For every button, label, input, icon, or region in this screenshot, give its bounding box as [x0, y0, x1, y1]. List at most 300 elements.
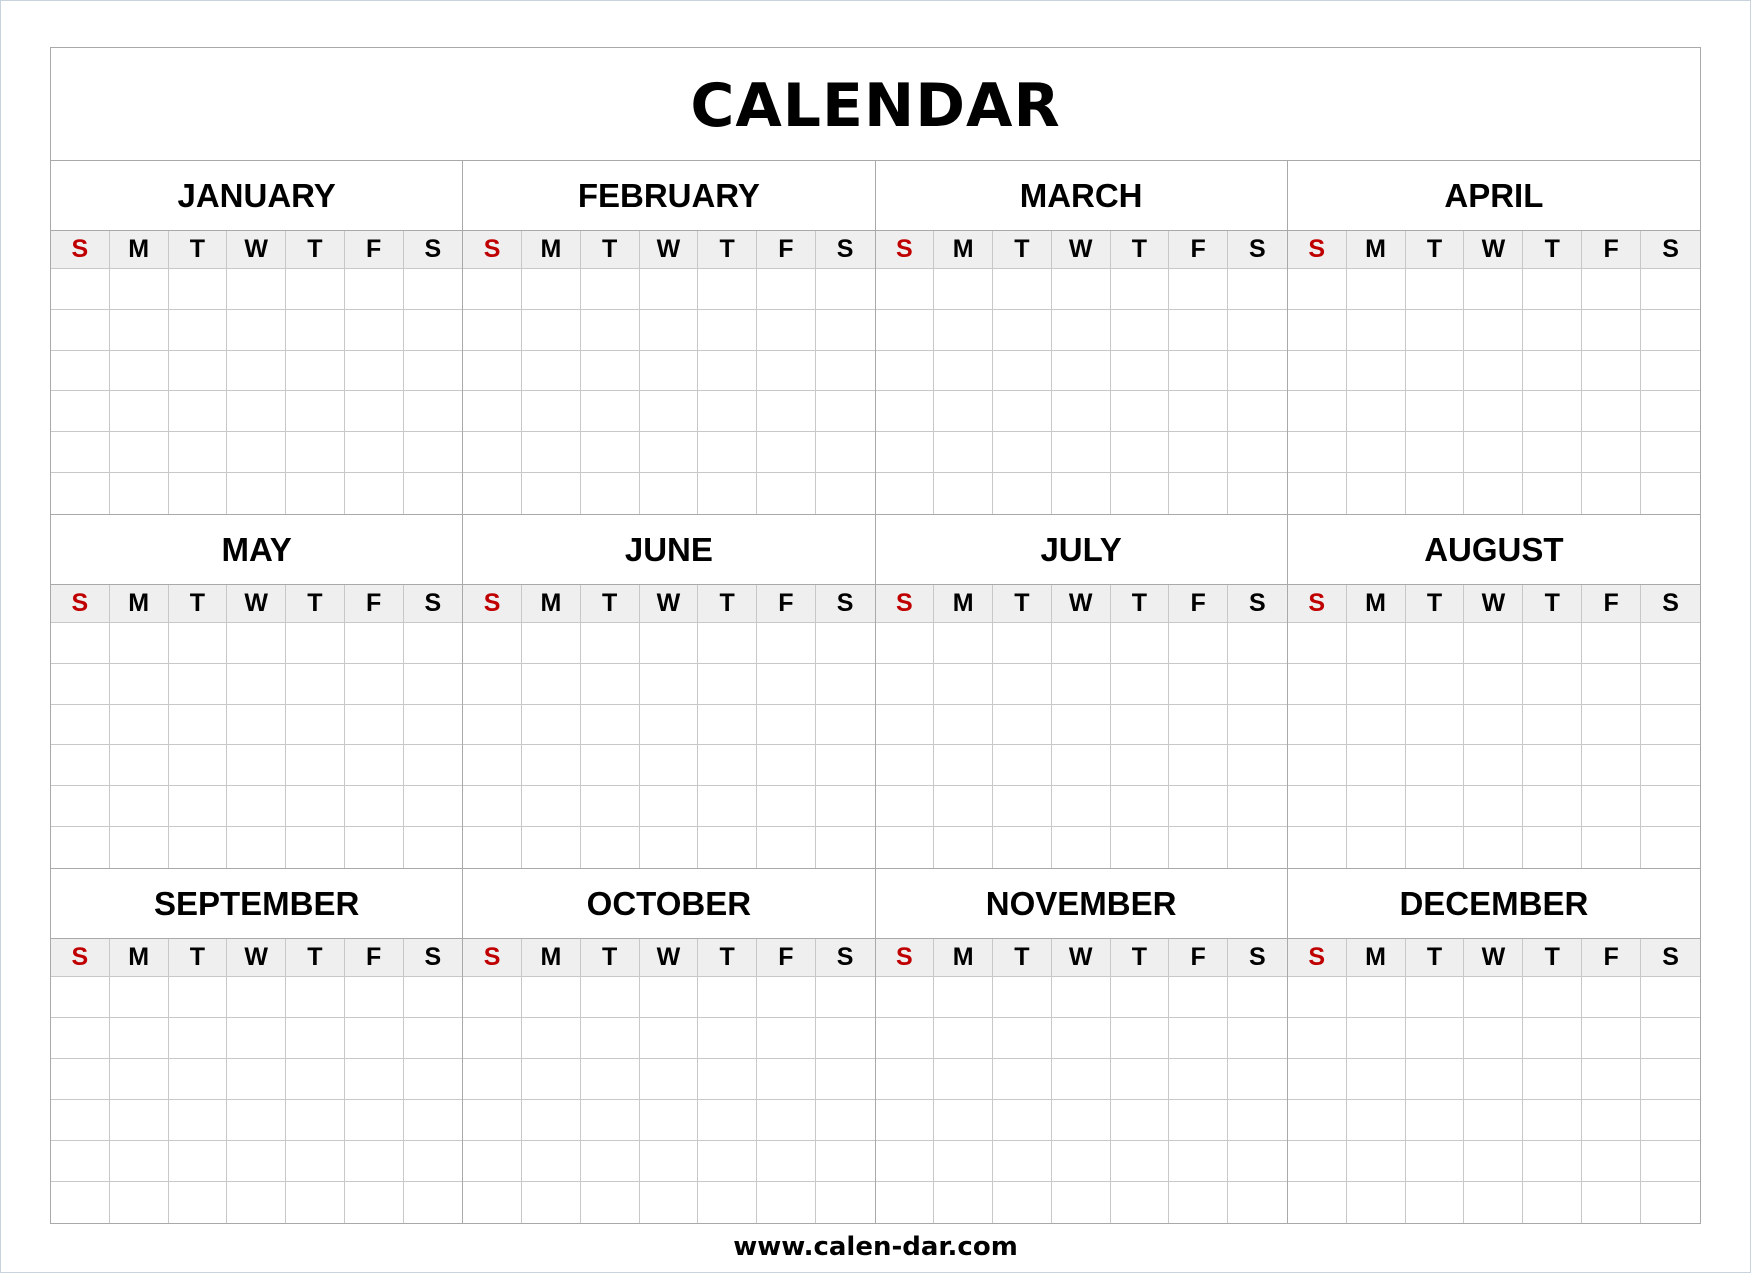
day-cell: [816, 269, 875, 310]
day-cell: [698, 745, 757, 786]
day-cell: [757, 977, 816, 1018]
weekday-header-row: [51, 231, 462, 269]
day-cell: [1228, 977, 1287, 1018]
day-cell: [1347, 1182, 1406, 1223]
day-cell: [1288, 623, 1347, 664]
weekday-label: T: [993, 585, 1052, 622]
weekday-label: S: [1249, 943, 1266, 971]
day-cell: [816, 705, 875, 746]
day-cell: [757, 1059, 816, 1100]
day-cell: [1464, 1100, 1523, 1141]
day-cell: [1228, 432, 1287, 473]
weekday-label: F: [345, 585, 404, 622]
weekday-label: T: [1111, 585, 1170, 622]
weekday-label: T: [993, 231, 1052, 268]
day-cell: [1641, 1182, 1700, 1223]
weekday-label: S: [463, 231, 522, 268]
day-cell: [169, 1141, 228, 1182]
weekday-label: S: [1288, 585, 1347, 622]
day-cell: [993, 623, 1052, 664]
day-cell: [1641, 1018, 1700, 1059]
day-cell: [1111, 664, 1170, 705]
day-cell: [816, 351, 875, 392]
day-cell: [698, 391, 757, 432]
weekday-label: M: [934, 231, 993, 268]
day-cell: [1347, 432, 1406, 473]
day-cell: [1582, 745, 1641, 786]
day-cell: [698, 705, 757, 746]
days-grid: [876, 977, 1287, 1223]
day-cell: [345, 623, 404, 664]
day-cell: [1582, 1141, 1641, 1182]
day-cell: [169, 705, 228, 746]
day-cell: [1464, 351, 1523, 392]
footer-url: www.calen-dar.com: [733, 1232, 1018, 1262]
day-cell: [757, 351, 816, 392]
day-cell: [1641, 473, 1700, 514]
day-cell: [640, 1182, 699, 1223]
day-cell: [876, 391, 935, 432]
day-cell: [581, 827, 640, 868]
day-cell: [1111, 432, 1170, 473]
day-cell: [1641, 269, 1700, 310]
day-cell: [1641, 1059, 1700, 1100]
day-cell: [934, 745, 993, 786]
day-cell: [345, 977, 404, 1018]
month-name: JUNE: [463, 515, 874, 585]
month-block: [463, 515, 875, 869]
day-cell: [51, 351, 110, 392]
day-cell: [110, 391, 169, 432]
weekday-label: F: [345, 939, 404, 976]
day-cell: [581, 351, 640, 392]
day-cell: [698, 623, 757, 664]
day-cell: [522, 1018, 581, 1059]
day-cell: [463, 664, 522, 705]
day-cell: [1582, 1018, 1641, 1059]
day-cell: [993, 473, 1052, 514]
weekday-label: T: [1523, 939, 1582, 976]
weekday-label: T: [993, 939, 1052, 976]
day-cell: [816, 473, 875, 514]
day-cell: [640, 1059, 699, 1100]
day-cell: [286, 745, 345, 786]
day-cell: [1228, 1059, 1287, 1100]
day-cell: [1111, 827, 1170, 868]
weekday-label: W: [227, 939, 286, 976]
day-cell: [1347, 1100, 1406, 1141]
day-cell: [757, 623, 816, 664]
day-cell: [1582, 977, 1641, 1018]
day-cell: [816, 827, 875, 868]
day-cell: [816, 432, 875, 473]
day-cell: [1169, 432, 1228, 473]
month-name: AUGUST: [1288, 515, 1700, 585]
day-cell: [640, 391, 699, 432]
day-cell: [1406, 827, 1465, 868]
weekday-label: W: [227, 585, 286, 622]
weekday-label: T: [1523, 585, 1582, 622]
day-cell: [169, 1018, 228, 1059]
day-cell: [1228, 310, 1287, 351]
weekday-label: S: [1249, 235, 1266, 263]
day-cell: [1288, 977, 1347, 1018]
day-cell: [1169, 786, 1228, 827]
day-cell: [1406, 432, 1465, 473]
day-cell: [404, 1018, 463, 1059]
day-cell: [1523, 786, 1582, 827]
day-cell: [110, 351, 169, 392]
weekday-label: W: [1052, 231, 1111, 268]
day-cell: [581, 623, 640, 664]
day-cell: [581, 664, 640, 705]
day-cell: [1052, 1018, 1111, 1059]
day-cell: [463, 977, 522, 1018]
day-cell: [404, 977, 463, 1018]
day-cell: [1228, 391, 1287, 432]
day-cell: [640, 269, 699, 310]
weekday-label: T: [581, 939, 640, 976]
weekday-label: T: [286, 939, 345, 976]
day-cell: [345, 1018, 404, 1059]
day-cell: [1169, 391, 1228, 432]
day-cell: [1111, 977, 1170, 1018]
day-cell: [1228, 1182, 1287, 1223]
day-cell: [522, 745, 581, 786]
day-cell: [876, 1141, 935, 1182]
day-cell: [1288, 705, 1347, 746]
day-cell: [1347, 473, 1406, 514]
day-cell: [404, 664, 463, 705]
day-cell: [404, 391, 463, 432]
day-cell: [1111, 1018, 1170, 1059]
weekday-label: S: [1662, 235, 1679, 263]
weekday-label: F: [1169, 231, 1228, 268]
day-cell: [227, 786, 286, 827]
day-cell: [227, 664, 286, 705]
day-cell: [1523, 1182, 1582, 1223]
day-cell: [1228, 745, 1287, 786]
weekday-header-row: [876, 585, 1287, 623]
weekday-header-row: [463, 585, 874, 623]
day-cell: [169, 351, 228, 392]
day-cell: [1052, 269, 1111, 310]
day-cell: [757, 391, 816, 432]
weekday-header-row: [1288, 939, 1700, 977]
weekday-label: T: [1406, 585, 1465, 622]
day-cell: [1052, 1059, 1111, 1100]
day-cell: [1169, 1141, 1228, 1182]
day-cell: [1228, 705, 1287, 746]
calendar-frame: [50, 47, 1701, 1224]
day-cell: [581, 1018, 640, 1059]
day-cell: [1347, 1059, 1406, 1100]
day-cell: [1523, 432, 1582, 473]
weekday-header-row: [876, 939, 1287, 977]
day-cell: [1406, 1141, 1465, 1182]
day-cell: [757, 310, 816, 351]
day-cell: [1523, 977, 1582, 1018]
weekday-label: T: [1111, 231, 1170, 268]
day-cell: [286, 623, 345, 664]
day-cell: [1641, 827, 1700, 868]
day-cell: [110, 664, 169, 705]
month-name: OCTOBER: [463, 869, 874, 939]
day-cell: [1582, 391, 1641, 432]
day-cell: [581, 432, 640, 473]
day-cell: [522, 705, 581, 746]
day-cell: [51, 1059, 110, 1100]
day-cell: [1288, 473, 1347, 514]
day-cell: [345, 786, 404, 827]
weekday-label: F: [1169, 585, 1228, 622]
day-cell: [876, 310, 935, 351]
day-cell: [1641, 1100, 1700, 1141]
day-cell: [993, 1018, 1052, 1059]
weekday-label: T: [1111, 939, 1170, 976]
day-cell: [51, 827, 110, 868]
day-cell: [1288, 351, 1347, 392]
day-cell: [404, 432, 463, 473]
day-cell: [227, 351, 286, 392]
day-cell: [227, 432, 286, 473]
day-cell: [581, 977, 640, 1018]
day-cell: [1406, 705, 1465, 746]
day-cell: [757, 269, 816, 310]
day-cell: [876, 827, 935, 868]
day-cell: [169, 1059, 228, 1100]
day-cell: [1406, 1059, 1465, 1100]
page-title: CALENDAR: [690, 71, 1061, 141]
day-cell: [1523, 1141, 1582, 1182]
weekday-label: M: [1347, 939, 1406, 976]
day-cell: [1288, 664, 1347, 705]
month-block: [463, 869, 875, 1223]
day-cell: [993, 1100, 1052, 1141]
day-cell: [51, 1141, 110, 1182]
weekday-label: S: [424, 943, 442, 971]
day-cell: [1169, 664, 1228, 705]
day-cell: [1641, 623, 1700, 664]
day-cell: [345, 310, 404, 351]
month-block: [51, 161, 463, 515]
day-cell: [169, 391, 228, 432]
weekday-label: S: [1662, 589, 1679, 617]
weekday-label: S: [876, 939, 935, 976]
day-cell: [1641, 1141, 1700, 1182]
day-cell: [1464, 827, 1523, 868]
day-cell: [51, 977, 110, 1018]
day-cell: [757, 786, 816, 827]
weekday-label: S: [463, 585, 522, 622]
day-cell: [1228, 473, 1287, 514]
day-cell: [1169, 745, 1228, 786]
day-cell: [522, 1182, 581, 1223]
day-cell: [1523, 623, 1582, 664]
day-cell: [1464, 705, 1523, 746]
day-cell: [1406, 269, 1465, 310]
day-cell: [51, 310, 110, 351]
day-cell: [345, 1182, 404, 1223]
weekday-label: W: [227, 231, 286, 268]
day-cell: [934, 977, 993, 1018]
day-cell: [345, 745, 404, 786]
day-cell: [876, 1100, 935, 1141]
day-cell: [1523, 351, 1582, 392]
day-cell: [1523, 1059, 1582, 1100]
weekday-label: M: [522, 585, 581, 622]
day-cell: [110, 432, 169, 473]
day-cell: [640, 786, 699, 827]
day-cell: [698, 1018, 757, 1059]
day-cell: [169, 310, 228, 351]
day-cell: [1347, 310, 1406, 351]
day-cell: [345, 473, 404, 514]
day-cell: [1406, 473, 1465, 514]
day-cell: [522, 351, 581, 392]
day-cell: [816, 1018, 875, 1059]
day-cell: [640, 432, 699, 473]
day-cell: [404, 745, 463, 786]
day-cell: [640, 1141, 699, 1182]
day-cell: [757, 664, 816, 705]
day-cell: [227, 473, 286, 514]
day-cell: [1111, 351, 1170, 392]
day-cell: [1641, 391, 1700, 432]
day-cell: [169, 827, 228, 868]
day-cell: [1523, 827, 1582, 868]
month-name: MARCH: [876, 161, 1287, 231]
day-cell: [993, 1059, 1052, 1100]
weekday-label: M: [934, 585, 993, 622]
weekday-label: S: [1288, 939, 1347, 976]
day-cell: [1582, 705, 1641, 746]
month-name: JANUARY: [51, 161, 462, 231]
day-cell: [1523, 664, 1582, 705]
day-cell: [1641, 432, 1700, 473]
day-cell: [51, 1182, 110, 1223]
day-cell: [1288, 391, 1347, 432]
days-grid: [1288, 623, 1700, 868]
day-cell: [757, 1182, 816, 1223]
day-cell: [463, 745, 522, 786]
day-cell: [404, 1182, 463, 1223]
days-grid: [1288, 269, 1700, 514]
weekday-header-row: [51, 939, 462, 977]
day-cell: [286, 310, 345, 351]
day-cell: [227, 310, 286, 351]
day-cell: [522, 432, 581, 473]
day-cell: [640, 1100, 699, 1141]
days-grid: [1288, 977, 1700, 1223]
day-cell: [934, 1059, 993, 1100]
day-cell: [934, 623, 993, 664]
day-cell: [345, 269, 404, 310]
day-cell: [522, 1141, 581, 1182]
weekday-label: W: [1052, 939, 1111, 976]
month-block: [876, 869, 1288, 1223]
day-cell: [463, 705, 522, 746]
day-cell: [110, 705, 169, 746]
day-cell: [463, 269, 522, 310]
day-cell: [934, 269, 993, 310]
day-cell: [1464, 310, 1523, 351]
day-cell: [993, 705, 1052, 746]
weekday-label: F: [757, 585, 816, 622]
day-cell: [169, 977, 228, 1018]
day-cell: [934, 391, 993, 432]
day-cell: [757, 827, 816, 868]
day-cell: [757, 705, 816, 746]
weekday-label: W: [1464, 939, 1523, 976]
weekday-label: M: [110, 231, 169, 268]
day-cell: [1111, 391, 1170, 432]
month-block: [1288, 869, 1700, 1223]
day-cell: [1582, 351, 1641, 392]
day-cell: [1523, 391, 1582, 432]
day-cell: [1464, 623, 1523, 664]
day-cell: [1052, 351, 1111, 392]
day-cell: [463, 391, 522, 432]
day-cell: [169, 1100, 228, 1141]
day-cell: [698, 786, 757, 827]
day-cell: [1406, 786, 1465, 827]
day-cell: [1228, 1100, 1287, 1141]
day-cell: [286, 827, 345, 868]
day-cell: [169, 623, 228, 664]
day-cell: [1111, 786, 1170, 827]
day-cell: [227, 1141, 286, 1182]
day-cell: [110, 1059, 169, 1100]
day-cell: [1464, 1141, 1523, 1182]
day-cell: [1288, 1059, 1347, 1100]
weekday-label: S: [876, 585, 935, 622]
days-grid: [51, 623, 462, 868]
day-cell: [1641, 745, 1700, 786]
day-cell: [1288, 269, 1347, 310]
day-cell: [51, 705, 110, 746]
day-cell: [581, 705, 640, 746]
day-cell: [110, 310, 169, 351]
weekday-label: W: [640, 939, 699, 976]
day-cell: [286, 786, 345, 827]
day-cell: [522, 977, 581, 1018]
day-cell: [757, 1018, 816, 1059]
day-cell: [345, 391, 404, 432]
day-cell: [1111, 1100, 1170, 1141]
day-cell: [463, 1141, 522, 1182]
day-cell: [1406, 1018, 1465, 1059]
day-cell: [404, 351, 463, 392]
weekday-label: T: [169, 231, 228, 268]
weekday-label: S: [424, 589, 442, 617]
day-cell: [169, 1182, 228, 1223]
day-cell: [698, 1100, 757, 1141]
day-cell: [698, 1182, 757, 1223]
weekday-header-row: [463, 231, 874, 269]
day-cell: [286, 473, 345, 514]
day-cell: [522, 786, 581, 827]
weekday-label: S: [836, 235, 854, 263]
day-cell: [1582, 1182, 1641, 1223]
day-cell: [1169, 310, 1228, 351]
day-cell: [1641, 664, 1700, 705]
day-cell: [876, 977, 935, 1018]
day-cell: [1347, 1018, 1406, 1059]
month-name: SEPTEMBER: [51, 869, 462, 939]
days-grid: [876, 623, 1287, 868]
weekday-label: F: [1582, 231, 1641, 268]
